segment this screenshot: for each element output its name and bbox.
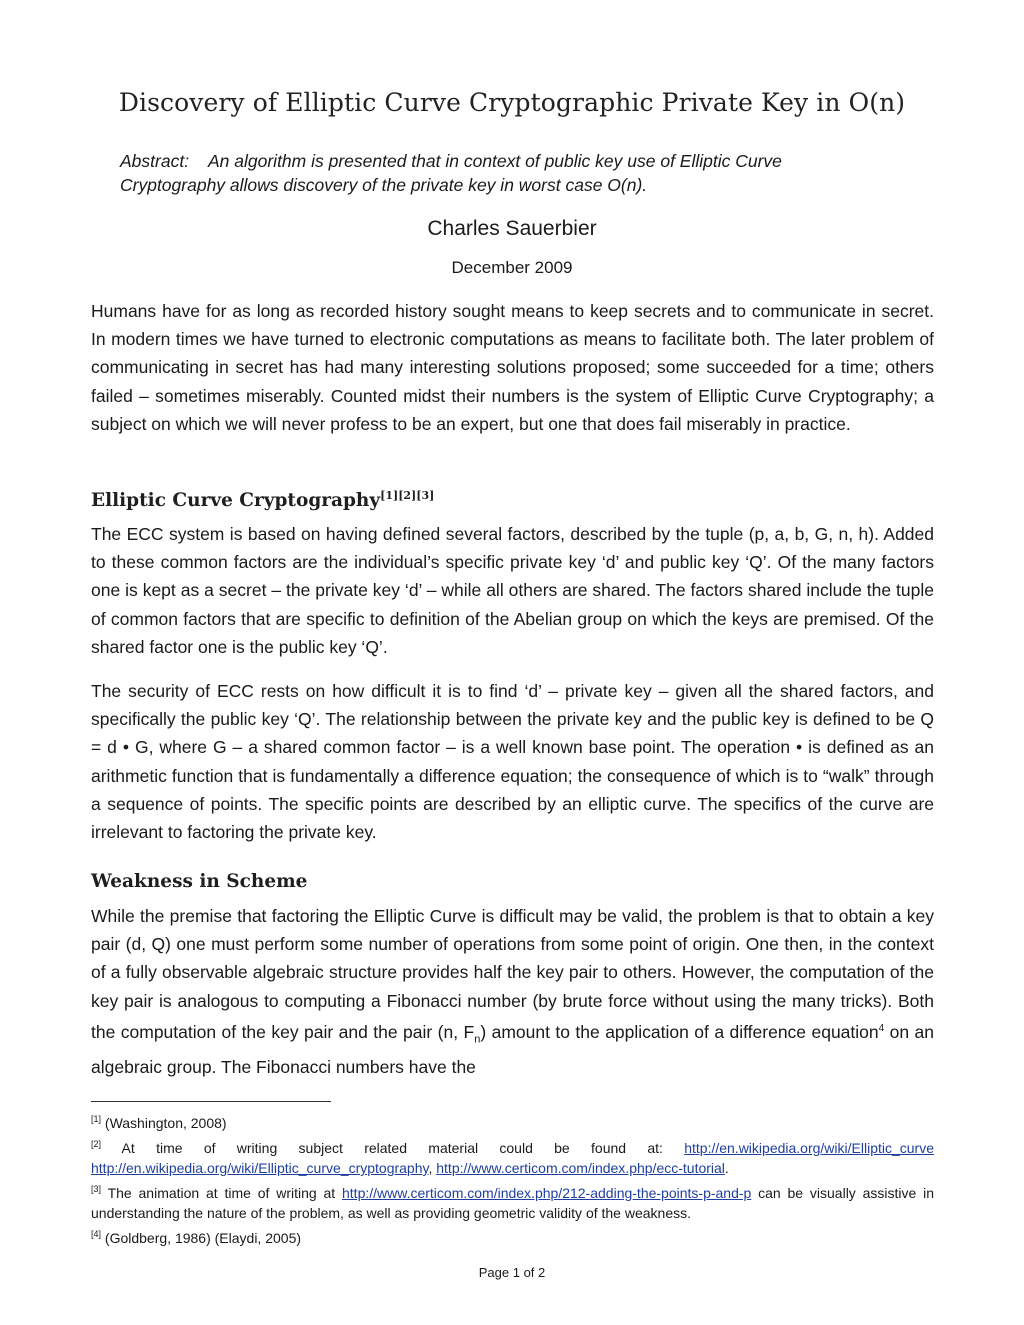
ecc-paragraph-2-part-b: G, where G – a shared common factor – is a well known base point. The operation xyxy=(134,737,791,758)
fibonacci-subscript: n xyxy=(474,1033,481,1046)
publication-date: December 2009 xyxy=(451,258,573,277)
footnote-4-mark: [4] xyxy=(91,1228,102,1239)
author-name: Charles Sauerbier xyxy=(427,217,597,240)
footnote-2-link-certicom[interactable]: http://www.certicom.com/index.php/ecc-tutorial xyxy=(436,1160,725,1176)
footnotes xyxy=(91,1109,934,1248)
footnote-2-end: . xyxy=(724,1160,729,1176)
ecc-paragraph-2-part-c: is defined as an arithmetic function that is fundamentally a difference equation; the consequence of which is to “walk” through a sequence of points. The specific points are described by an elliptic curve. The specifics of the curve are irrelevant to factoring the private key. xyxy=(91,737,934,843)
footnote-3-text-b: can be visually assistive in understanding the nature of the problem, as well as providing geometric validity of the weakness. xyxy=(91,1184,934,1221)
paper-title: Discovery of Elliptic Curve Cryptographic Private Key in O(n) xyxy=(118,88,906,117)
footnote-3-mark: [3] xyxy=(91,1183,102,1194)
footnote-2 xyxy=(91,1134,934,1159)
footnote-1 xyxy=(91,1109,934,1134)
ecc-paragraph-2-part-a: The security of ECC rests on how difficult it is to find ‘d’ – private key – given all the shared factors, and specifically the public key ‘Q’. The relationship between the private key and the public key is defined to be Q = d xyxy=(91,681,934,758)
footnote-2-link-elliptic-curve[interactable]: http://en.wikipedia.org/wiki/Elliptic_curve xyxy=(684,1139,934,1156)
section-heading-weakness: Weakness in Scheme xyxy=(91,871,308,892)
intro-section xyxy=(91,297,934,438)
weakness-paragraph xyxy=(91,902,934,1082)
section-heading-ecc-text: Elliptic Curve Cryptography xyxy=(91,490,381,511)
footnote-1-mark: [1] xyxy=(91,1114,102,1124)
page-number: Page 1 of 2 xyxy=(478,1265,546,1280)
ecc-paragraph-2 xyxy=(91,677,934,846)
abstract-label: Abstract: xyxy=(120,151,190,171)
ecc-section-body xyxy=(91,520,934,846)
footnote-2-text: At time of writing subject related material could be found at: xyxy=(121,1139,663,1156)
weakness-section-body xyxy=(91,902,934,1082)
intro-paragraph: Humans have for as long as recorded history sought means to keep secrets and to communicate in secret. In modern times we have turned to electronic computations as means to facilitate both. The later problem of communicating in secret has had many interesting solutions proposed; some succeeded for a time; others failed – sometimes miserably. Counted midst their numbers is the system of Elliptic Curve Cryptography; a subject on which we will never profess to be an expert, but one that does fail miserably in practice. xyxy=(91,301,934,434)
operation-symbol: • xyxy=(122,737,129,758)
section-heading-ecc-refs: [1][2][3] xyxy=(380,489,435,502)
footnote-2-separator: , xyxy=(428,1160,433,1176)
footnote-3-text-a: The animation at time of writing at xyxy=(107,1184,336,1201)
footnote-2-mark: [2] xyxy=(91,1138,102,1149)
footnote-4 xyxy=(91,1224,934,1249)
weakness-text-a: While the premise that factoring the Elliptic Curve is difficult may be valid, the problem is that to obtain a key pair (d, Q) one must perform some number of operations from some point of origin. One then, in the context of a fully observable algebraic structure provides half the key pair to others. However, the computation of the key pair is analogous to computing a Fibonacci number (by brute force without using the many tricks). Both the computation of the key pair and the pair (n, F xyxy=(91,906,934,1042)
footnote-3-link[interactable]: http://www.certicom.com/index.php/212-adding-the-points-p-and-p xyxy=(342,1184,752,1201)
footnote-2-continued xyxy=(91,1158,934,1179)
weakness-text-b: ) amount to the application of a difference equation xyxy=(480,1021,879,1042)
footnote-3 xyxy=(91,1179,934,1224)
footnote-2-link-ecc[interactable]: http://en.wikipedia.org/wiki/Elliptic_curve_cryptography xyxy=(91,1160,429,1176)
footnote-divider xyxy=(91,1101,331,1102)
abstract-text: An algorithm is presented that in context of public key use of Elliptic Curve Cryptography allows discovery of the private key in worst case O(n). xyxy=(120,151,782,195)
weakness-text-c: on an algebraic group. The Fibonacci numbers have the xyxy=(91,1021,935,1078)
operation-symbol: • xyxy=(796,737,803,758)
section-heading-ecc xyxy=(91,489,434,511)
abstract xyxy=(120,149,880,197)
footnote-1-text: (Washington, 2008) xyxy=(104,1115,227,1131)
footnote-ref-4[interactable]: 4 xyxy=(878,1022,885,1034)
ecc-paragraph-1: The ECC system is based on having defined several factors, described by the tuple (p, a, b, G, n, h). Added to these common factors are the individual’s specific private key ‘d’ and public key ‘Q’. Of the many factors one is kept as a secret – the private key ‘d’ – while all others are shared. The factors shared include the tuple of common factors that are specific to definition of the Abelian group on which the keys are premised. Of the shared factor one is the public key ‘Q’. xyxy=(91,524,934,657)
footnote-4-text: (Goldberg, 1986) (Elaydi, 2005) xyxy=(104,1229,302,1246)
